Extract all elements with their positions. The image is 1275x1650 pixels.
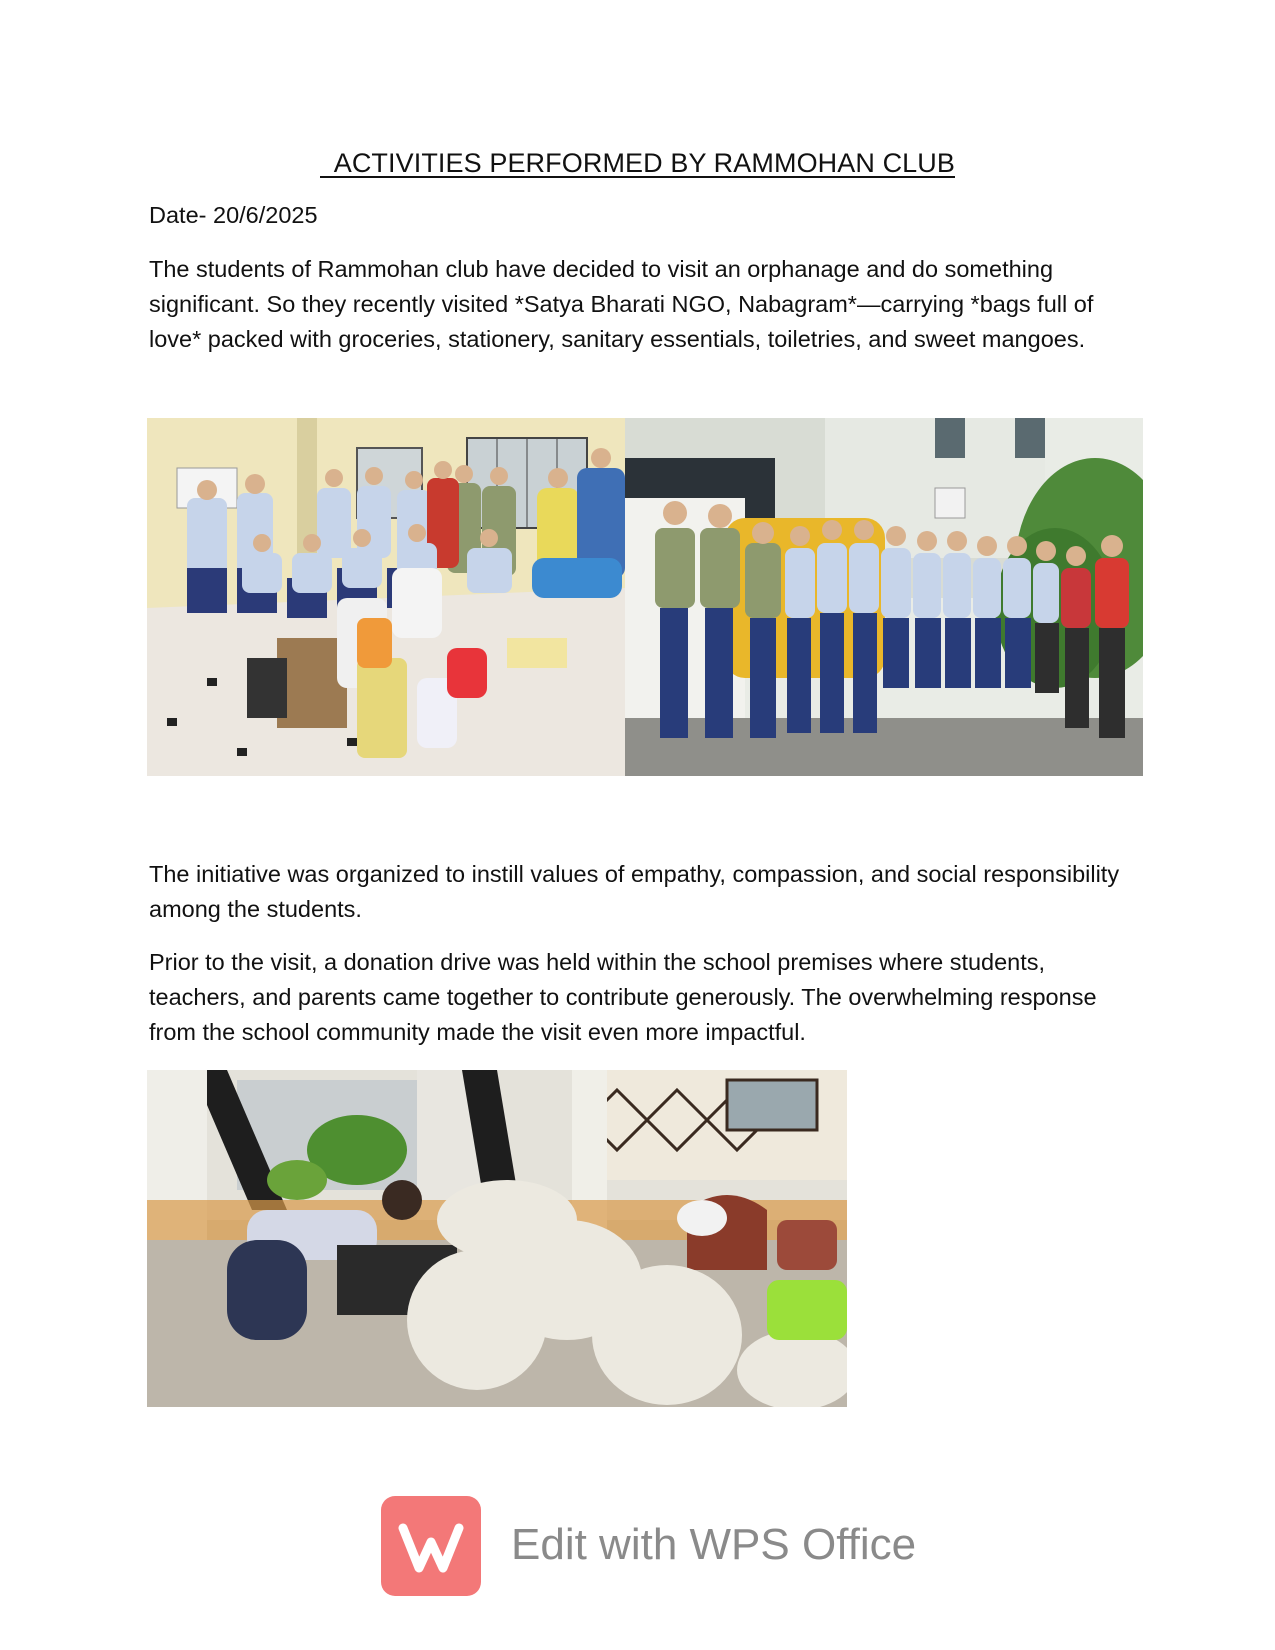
wps-watermark[interactable] — [381, 1496, 921, 1600]
photo-packing-donations — [147, 1070, 847, 1407]
photo-group-with-donations — [147, 418, 625, 776]
date-line: Date- 20/6/2025 — [149, 202, 318, 228]
wps-logo-icon — [381, 1496, 481, 1596]
photo-group-outdoor — [625, 418, 1143, 776]
initiative-paragraph: The initiative was organized to instill values of empathy, compassion, and social responsibility among the students. — [149, 861, 1120, 922]
donation-paragraph: Prior to the visit, a donation drive was held within the school premises where students, teachers, and parents came together to contribute generously. The overwhelming response from the school community made the visit even more impactful. — [149, 949, 1097, 1045]
page-title-text: ACTIVITIES PERFORMED BY RAMMOHAN CLUB — [320, 148, 955, 178]
wps-watermark-label: Edit with WPS Office — [511, 1520, 917, 1569]
intro-paragraph: The students of Rammohan club have decided to visit an orphanage and do something significant. So they recently visited *Satya Bharati NGO, Nabagram*—carrying *bags full of love* packed with groceries, stationery, sanitary essentials, toiletries, and sweet mangoes. — [149, 256, 1094, 352]
page-title — [0, 148, 1275, 179]
